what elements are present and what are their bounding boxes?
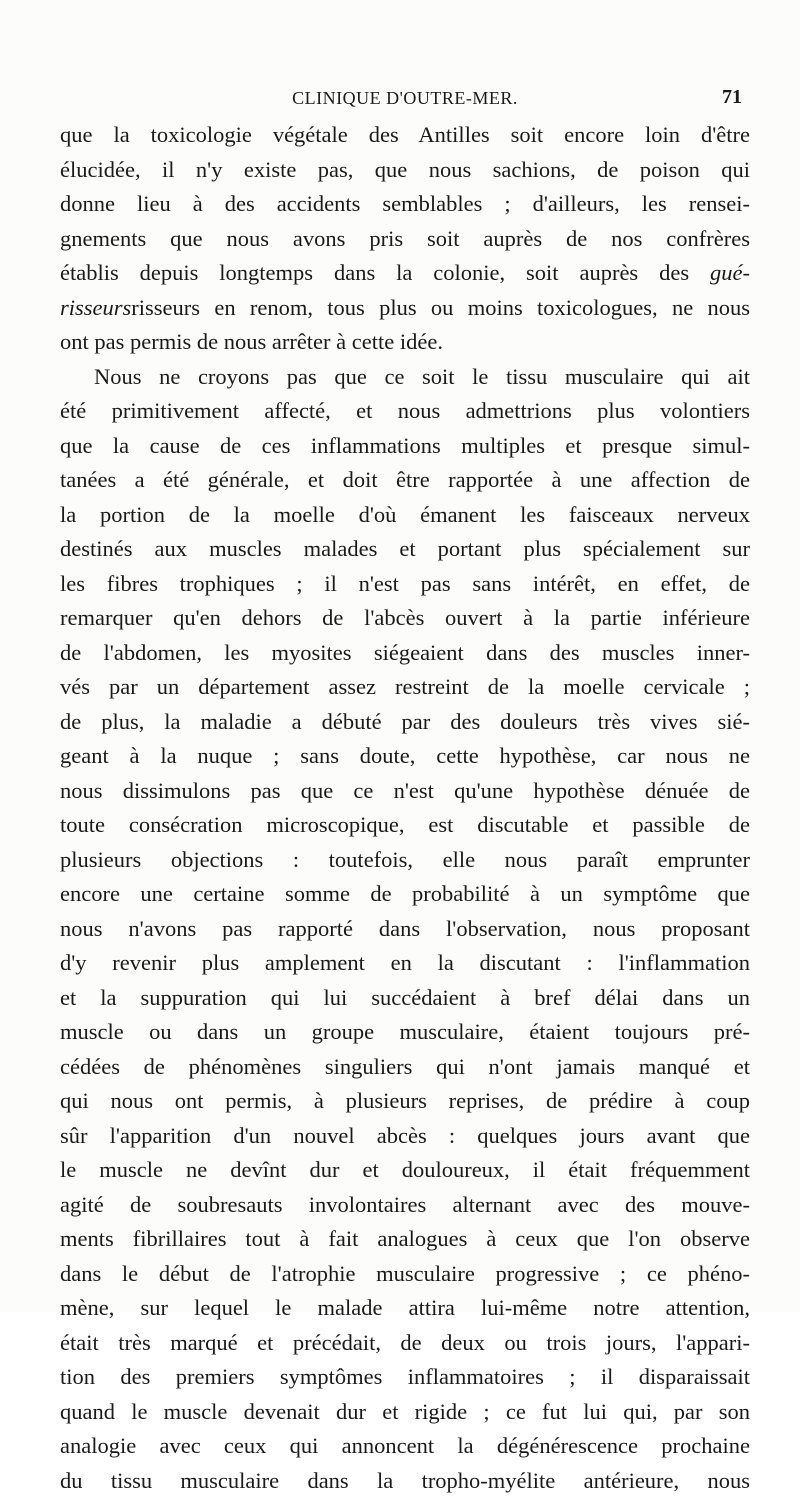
text-line: et la suppuration qui lui succédaient à bref délai dans un <box>60 981 750 1016</box>
body-text <box>60 118 750 1498</box>
running-title: CLINIQUE D'OUTRE-MER. <box>60 88 750 109</box>
text-line: d'y revenir plus amplement en la discutant : l'inflammation <box>60 946 750 981</box>
text-line: ont pas permis de nous arrêter à cette idée. <box>60 325 750 360</box>
text-line: nous dissimulons pas que ce n'est qu'une hypothèse dénuée de <box>60 774 750 809</box>
text-line: de plus, la maladie a débuté par des douleurs très vives sié- <box>60 705 750 740</box>
text-line <box>60 256 750 291</box>
text-line: de l'abdomen, les myosites siégeaient dans des muscles inner- <box>60 636 750 671</box>
text-line: que la toxicologie végétale des Antilles soit encore loin d'être <box>60 118 750 153</box>
text-line: du tissu musculaire dans la tropho-myélite antérieure, nous <box>60 1464 750 1498</box>
text-line: analogie avec ceux qui annoncent la dégénérescence prochaine <box>60 1429 750 1464</box>
text-line: toute consécration microscopique, est discutable et passible de <box>60 808 750 843</box>
text-line <box>60 291 750 326</box>
text-line: cédées de phénomènes singuliers qui n'ont jamais manqué et <box>60 1050 750 1085</box>
text-line: élucidée, il n'y existe pas, que nous sachions, de poison qui <box>60 153 750 188</box>
text-line: destinés aux muscles malades et portant plus spécialement sur <box>60 532 750 567</box>
text-line: été primitivement affecté, et nous admettrions plus volontiers <box>60 394 750 429</box>
text-line: que la cause de ces inflammations multiples et presque simul- <box>60 429 750 464</box>
text-line: vés par un département assez restreint de la moelle cervicale ; <box>60 670 750 705</box>
text-line: quand le muscle devenait dur et rigide ; ce fut lui qui, par son <box>60 1395 750 1430</box>
text-line: muscle ou dans un groupe musculaire, étaient toujours pré- <box>60 1015 750 1050</box>
text-line: le muscle ne devînt dur et douloureux, il était fréquemment <box>60 1153 750 1188</box>
text-line: qui nous ont permis, à plusieurs reprises, de prédire à coup <box>60 1084 750 1119</box>
text-line: agité de soubresauts involontaires alternant avec des mouve- <box>60 1188 750 1223</box>
text-line: dans le début de l'atrophie musculaire progressive ; ce phéno- <box>60 1257 750 1292</box>
text-line: donne lieu à des accidents semblables ; d'ailleurs, les rensei- <box>60 187 750 222</box>
text-line-part: établis depuis longtemps dans la colonie, soit auprès des <box>60 260 710 285</box>
text-line: ments fibrillaires tout à fait analogues à ceux que l'on observe <box>60 1222 750 1257</box>
text-line: geant à la nuque ; sans doute, cette hypothèse, car nous ne <box>60 739 750 774</box>
text-line: tion des premiers symptômes inflammatoires ; il disparaissait <box>60 1360 750 1395</box>
text-line: sûr l'apparition d'un nouvel abcès : quelques jours avant que <box>60 1119 750 1154</box>
text-line: plusieurs objections : toutefois, elle nous paraît emprunter <box>60 843 750 878</box>
text-line: remarquer qu'en dehors de l'abcès ouvert à la partie inférieure <box>60 601 750 636</box>
italic-word: risseurs <box>60 295 131 320</box>
text-line-part: risseurs en renom, tous plus ou moins toxicologues, ne nous <box>131 295 750 320</box>
italic-word: gué- <box>710 260 750 285</box>
text-line: encore une certaine somme de probabilité à un symptôme que <box>60 877 750 912</box>
text-line: nous n'avons pas rapporté dans l'observation, nous proposant <box>60 912 750 947</box>
text-line: mène, sur lequel le malade attira lui-même notre attention, <box>60 1291 750 1326</box>
text-line: la portion de la moelle d'où émanent les faisceaux nerveux <box>60 498 750 533</box>
text-line: les fibres trophiques ; il n'est pas sans intérêt, en effet, de <box>60 567 750 602</box>
text-line: était très marqué et précédait, de deux ou trois jours, l'appari- <box>60 1326 750 1361</box>
text-line: gnements que nous avons pris soit auprès de nos confrères <box>60 222 750 257</box>
text-line: Nous ne croyons pas que ce soit le tissu musculaire qui ait <box>60 360 750 395</box>
text-line: tanées a été générale, et doit être rapportée à une affection de <box>60 463 750 498</box>
running-head <box>60 84 750 116</box>
page-number: 71 <box>722 86 742 109</box>
